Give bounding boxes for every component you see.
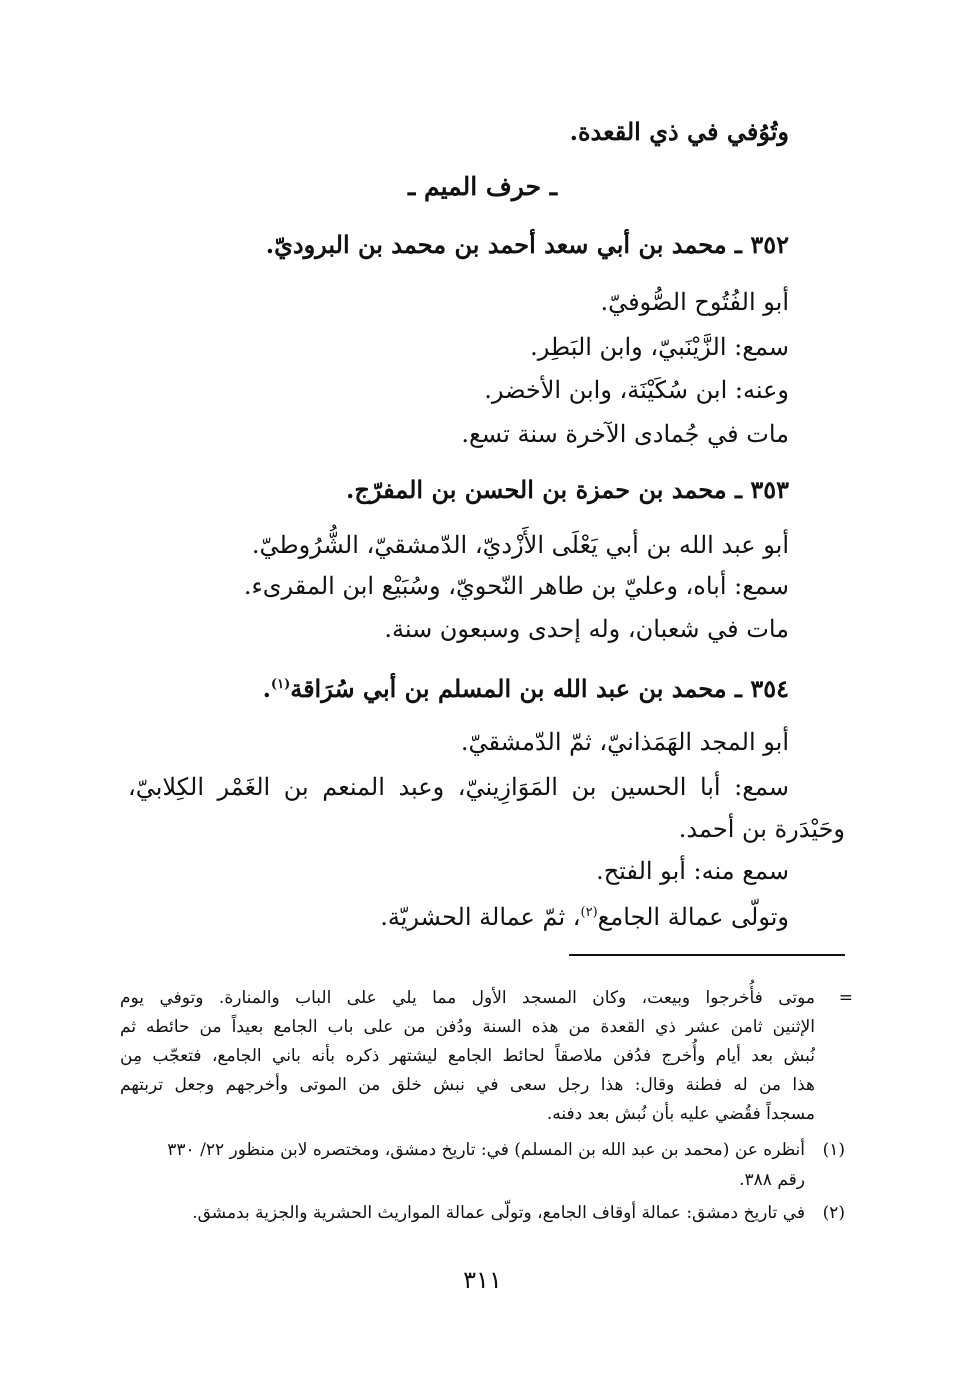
entry-354-line-3: وحَيْدَرة بن أحمد. bbox=[678, 815, 845, 843]
footnote-continuation-line-1: موتى فأُخرجوا وبيعت، وكان المسجد الأول مما يلي على الباب والمنارة. وتوفي يوم bbox=[120, 988, 815, 1008]
entry-354-line-5 bbox=[380, 897, 789, 933]
footnote-1-marker: (١) bbox=[822, 1140, 845, 1160]
entry-354-line-5-end: ، ثمّ عمالة الحشريّة. bbox=[380, 903, 581, 931]
footnote-ref-2: (٢) bbox=[580, 905, 598, 920]
footnote-continuation-line-3: نُبش بعد أيام وأُخرج فدُفن ملاصقاً لحائط الجامع ليشتهر ذكره بأنه باني الجامع، فتعجّب مِن bbox=[120, 1046, 815, 1066]
page-number: ٣١١ bbox=[463, 1266, 502, 1294]
entry-354-line-1: أبو المجد الهَمَذانيّ، ثمّ الدّمشقيّ. bbox=[460, 728, 789, 756]
section-heading: ـ حرف الميم ـ bbox=[407, 172, 558, 201]
entry-354-line-4: سمع منه: أبو الفتح. bbox=[596, 857, 789, 885]
entry-354-title bbox=[263, 669, 789, 705]
footnote-continuation-line-4: هذا من له فطنة وقال: هذا رجل سعى في نبش خلق من الموتى وأخرجهم وجعل تربتهم bbox=[120, 1075, 815, 1095]
footnote-separator bbox=[569, 954, 845, 956]
entry-354-line-2: سمع: أبا الحسين بن المَوَازِينيّ، وعبد المنعم بن الغَمْر الكِلابيّ، bbox=[128, 773, 789, 801]
intro-line: وتُوُفي في ذي القعدة. bbox=[569, 117, 789, 146]
entry-353-line-3: مات في شعبان، وله إحدى وسبعون سنة. bbox=[384, 615, 789, 643]
footnote-2-marker: (٢) bbox=[822, 1203, 845, 1223]
entry-354-line-5-start: وتولّى عمالة الجامع bbox=[597, 903, 789, 931]
entry-352-line-3: وعنه: ابن سُكَيْنَة، وابن الأخضر. bbox=[484, 376, 789, 404]
entry-352-line-1: أبو الفُتُوح الصُّوفيّ. bbox=[600, 288, 789, 316]
footnote-continuation-line-2: الإثنين ثامن عشر ذي القعدة من هذه السنة ودُفن من على باب الجامع بعيداً من حائطه ثم bbox=[120, 1017, 815, 1037]
entry-352-line-2: سمع: الزَّيْنَبيّ، وابن البَطِر. bbox=[530, 333, 789, 361]
entry-352-line-4: مات في جُمادى الآخرة سنة تسع. bbox=[461, 420, 789, 448]
entry-353-title: ٣٥٣ ـ محمد بن حمزة بن الحسن بن المفرّج. bbox=[346, 475, 789, 504]
footnote-continuation-marker: = bbox=[838, 988, 853, 1008]
entry-354-title-text: ٣٥٤ ـ محمد بن عبد الله بن المسلم بن أبي سُرَاقة bbox=[290, 674, 789, 703]
entry-354-title-end: . bbox=[262, 674, 271, 703]
footnote-ref-1: (١) bbox=[270, 677, 291, 692]
entry-353-line-1: أبو عبد الله بن أبي يَعْلَى الأَزْديّ، الدّمشقيّ، الشُّرُوطيّ. bbox=[251, 531, 789, 559]
footnote-2-line-1: في تاريخ دمشق: عمالة أوقاف الجامع، وتولّى عمالة المواريث الحشرية والجزية بدمشق. bbox=[192, 1203, 805, 1223]
footnote-continuation-line-5: مسجداً فقُضي عليه بأن نُبش بعد دفنه. bbox=[546, 1104, 815, 1124]
entry-353-line-2: سمع: أباه، وعليّ بن طاهر النّحويّ، وسُبَيْع ابن المقرىء. bbox=[243, 572, 789, 600]
entry-352-title: ٣٥٢ ـ محمد بن أبي سعد أحمد بن محمد بن البروديّ. bbox=[265, 230, 789, 259]
footnote-1-line-1: أنظره عن (محمد بن عبد الله بن المسلم) في: تاريخ دمشق، ومختصره لابن منظور ٢٢/ ٣٣٠ bbox=[167, 1140, 805, 1160]
footnote-1-line-2: رقم ٣٨٨. bbox=[739, 1170, 805, 1190]
